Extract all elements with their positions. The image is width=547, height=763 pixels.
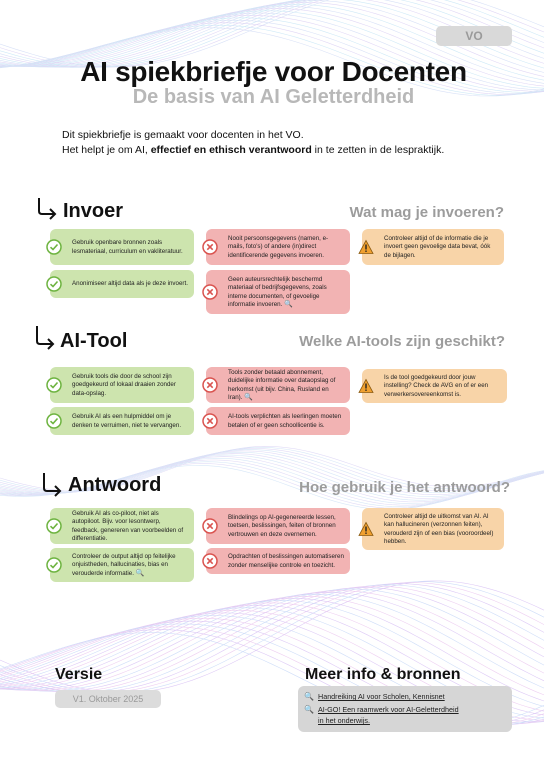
resources-heading: Meer info & bronnen bbox=[305, 666, 461, 683]
intro-line-2-end: in te zetten in de lespraktijk. bbox=[311, 144, 445, 156]
warning-icon bbox=[358, 239, 374, 255]
section-question-antwoord: Hoe gebruik je het antwoord? bbox=[299, 479, 510, 496]
section-title-antwoord: Antwoord bbox=[68, 474, 162, 496]
section-title-invoer: Invoer bbox=[63, 200, 124, 222]
resource-link-kennisnet[interactable]: Handreiking AI voor Scholen, Kennisnet bbox=[318, 692, 445, 701]
version-heading: Versie bbox=[55, 666, 103, 683]
do-card bbox=[50, 407, 194, 435]
card-text: Controleer altijd of de informatie die je invoert geen gevoelige data bevat, óók de bijlagen. bbox=[384, 234, 491, 259]
caution-card bbox=[362, 229, 504, 265]
arrow-icon bbox=[35, 196, 59, 220]
caution-card bbox=[362, 508, 504, 550]
resource-link-ai-go-continued[interactable]: in het onderwijs. bbox=[318, 716, 370, 725]
version-badge: V1. Oktober 2025 bbox=[55, 690, 161, 708]
intro-line-2 bbox=[62, 143, 522, 158]
card-text: AI-tools verplichten als leerlingen moeten betalen of er geen schoollicentie is. bbox=[228, 413, 342, 429]
cross-icon bbox=[202, 377, 218, 393]
dont-card bbox=[206, 508, 350, 544]
dont-card bbox=[206, 407, 350, 435]
card-text: Opdrachten of beslissingen automatiseren zonder menselijke controle en toezicht. bbox=[228, 553, 344, 569]
magnifier-icon: 🔍 bbox=[244, 394, 253, 401]
card-text: Blindelings op AI-gegenereerde lessen, toetsen, beslissingen, feiten of bronnen vertrouwen en deze overnemen. bbox=[228, 513, 336, 538]
resource-link-ai-go[interactable]: AI-GO! Een raamwerk voor AI-Geletterdheid bbox=[318, 705, 459, 714]
card-text: Nooit persoonsgegevens (namen, e-mails, foto's) of andere (in)direct identificerende gegevens invoeren. bbox=[228, 234, 329, 259]
do-card bbox=[50, 270, 194, 298]
level-badge: VO bbox=[436, 26, 512, 46]
check-icon bbox=[46, 377, 62, 393]
do-card bbox=[50, 229, 194, 265]
check-icon bbox=[46, 276, 62, 292]
warning-icon bbox=[358, 521, 374, 537]
magnifier-icon: 🔍 bbox=[304, 692, 314, 701]
dont-card bbox=[206, 367, 350, 403]
magnifier-icon: 🔍 bbox=[135, 569, 145, 577]
check-icon bbox=[46, 518, 62, 534]
card-text bbox=[72, 553, 188, 579]
magnifier-icon: 🔍 bbox=[304, 705, 314, 714]
cross-icon bbox=[202, 518, 218, 534]
card-text: Gebruik AI als een hulpmiddel om je denken te verruimen, niet te vervangen. bbox=[72, 413, 182, 429]
card-text: Gebruik tools die door de school zijn goedgekeurd of lokaal draaien zonder data-opslag. bbox=[72, 372, 176, 397]
intro-text bbox=[62, 128, 522, 158]
card-text bbox=[228, 276, 344, 310]
dont-card bbox=[206, 270, 350, 314]
check-icon bbox=[46, 413, 62, 429]
intro-line-2-start: Het helpt je om AI, bbox=[62, 144, 151, 156]
section-title-aitool: AI-Tool bbox=[60, 330, 128, 352]
card-text: Anonimiseer altijd data als je deze invoert. bbox=[72, 280, 188, 288]
warning-icon bbox=[358, 378, 374, 394]
cross-icon bbox=[202, 284, 218, 300]
cross-icon bbox=[202, 553, 218, 569]
dont-card bbox=[206, 548, 350, 574]
card-text-body: Tools zonder betaald abonnement, duidelijke informatie over dataopslag of herkomst (uit bijv. China, Rusland en Iran). bbox=[228, 368, 336, 401]
cross-icon bbox=[202, 239, 218, 255]
arrow-icon bbox=[33, 324, 57, 350]
do-card bbox=[50, 367, 194, 403]
card-text: Gebruik AI als co-piloot, niet als autopiloot. Bijv. voor lesontwerp, feedback, genereren van voorbeelden of differentiatie. bbox=[72, 509, 184, 542]
card-text-body: Geen auteursrechtelijk beschermd materiaal of bedrijfsgegevens, zoals interne documenten, of gevoelige informatie invoeren. bbox=[228, 275, 327, 308]
card-text: Controleer altijd de uitkomst van AI. AI kan hallucineren (verzonnen feiten), verouderd zijn of een bias (vooroordeel) hebben. bbox=[384, 512, 494, 545]
section-question-aitool: Welke AI-tools zijn geschikt? bbox=[299, 333, 505, 350]
card-text: Is de tool goedgekeurd door jouw instelling? Check de AVG en of er een verwerkersovereenkomst is. bbox=[384, 373, 489, 398]
intro-line-1: Dit spiekbriefje is gemaakt voor docenten in het VO. bbox=[62, 129, 304, 141]
page-title: AI spiekbriefje voor Docenten bbox=[80, 56, 467, 87]
magnifier-icon: 🔍 bbox=[284, 301, 293, 308]
page-subtitle: De basis van AI Geletterdheid bbox=[132, 86, 415, 108]
check-icon bbox=[46, 557, 62, 573]
card-text-body: Controleer de output altijd op feitelijke onjuistheden, hallucinaties, bias en verouderde informatie. bbox=[72, 552, 176, 577]
arrow-icon bbox=[40, 471, 64, 497]
cross-icon bbox=[202, 413, 218, 429]
card-text: Gebruik openbare bronnen zoals lesmateriaal, curriculum en vakliteratuur. bbox=[72, 239, 183, 255]
caution-card bbox=[362, 369, 507, 403]
check-icon bbox=[46, 239, 62, 255]
do-card bbox=[50, 508, 194, 544]
card-text bbox=[228, 369, 344, 403]
intro-line-2-bold: effectief en ethisch verantwoord bbox=[150, 144, 312, 156]
do-card bbox=[50, 548, 194, 582]
section-question-invoer: Wat mag je invoeren? bbox=[349, 204, 504, 221]
dont-card bbox=[206, 229, 350, 265]
